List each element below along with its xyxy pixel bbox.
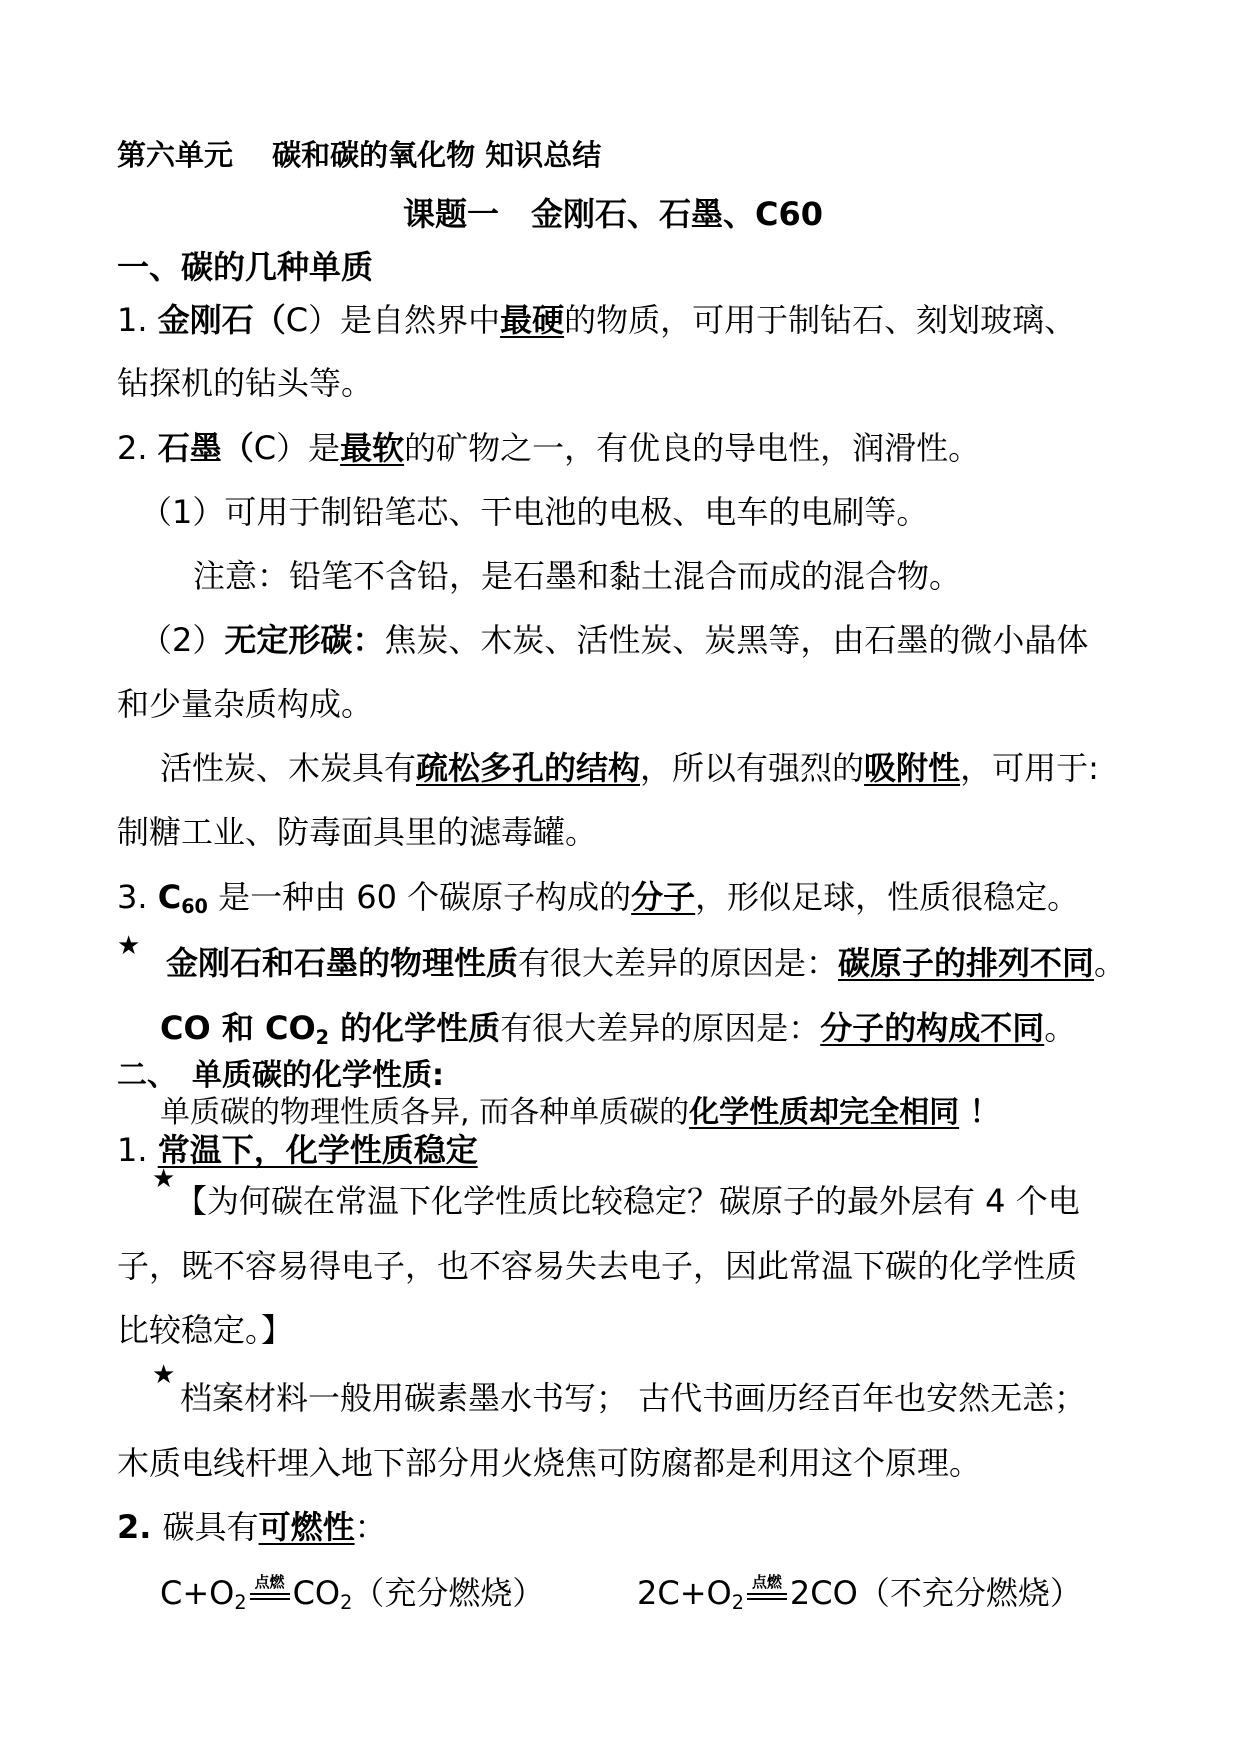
formula-c: C xyxy=(285,301,309,339)
keyword-hardest: 最硬 xyxy=(500,301,565,339)
keyword-adsorption: 吸附性 xyxy=(864,749,961,787)
star-note-chemical xyxy=(160,1008,1076,1048)
section-2-intro xyxy=(160,1093,1000,1133)
paragraph-diamond xyxy=(117,300,1076,340)
text: 。 xyxy=(1094,944,1127,982)
text: 焦炭、木炭、活性炭、炭黑等，由石墨的微小晶体 xyxy=(384,621,1089,659)
term-graphite: 石墨（ xyxy=(157,429,254,467)
item-number: 1. xyxy=(117,301,158,339)
keyword-atom-arrangement: 碳原子的排列不同 xyxy=(838,944,1095,982)
text: 的矿物之一，有优良的导电性，润滑性。 xyxy=(404,429,981,467)
subitem-amorphous-cont: 和少量杂质构成。 xyxy=(117,685,374,723)
reaction-condition: 点燃 xyxy=(744,1573,790,1613)
star-icon: ★ xyxy=(117,931,141,961)
product: $CO_2$ xyxy=(292,1574,353,1614)
product: 2CO xyxy=(789,1574,858,1612)
text: 是一种由 60 个碳原子构成的 xyxy=(207,878,632,916)
text: 有很大差异的原因是： xyxy=(500,1009,821,1047)
term-diamond: 金刚石（ xyxy=(157,301,286,339)
text: ）是 xyxy=(276,429,341,467)
text: 碳具有 xyxy=(162,1508,259,1546)
keyword-combustibility: 可燃性 xyxy=(258,1508,355,1546)
star-icon: ★ xyxy=(152,1360,176,1390)
keyword-porous-structure: 疏松多孔的结构 xyxy=(416,749,641,787)
text: ： xyxy=(354,1508,387,1546)
text: ，形似足球，性质很稳定。 xyxy=(695,878,1080,916)
text: 单质碳的物理性质各异, 而各种单质碳的 xyxy=(160,1095,690,1130)
paragraph-graphite xyxy=(117,428,980,468)
item-combustibility xyxy=(117,1507,387,1547)
star-icon: ★ xyxy=(152,1164,176,1194)
note-pencil: 注意：铅笔不含铅，是石墨和黏土混合而成的混合物。 xyxy=(193,557,962,595)
star-note-physical xyxy=(166,943,1126,983)
star-note-archive-l2: 木质电线杆埋入地下部分用火烧焦可防腐都是利用这个原理。 xyxy=(117,1444,982,1482)
equation-incomplete-combustion xyxy=(637,1573,1082,1613)
subitem-amorphous-carbon xyxy=(140,620,1088,660)
text: 的物质，可用于制钻石、刻划玻璃、 xyxy=(564,301,1077,339)
keyword-molecular-composition: 分子的构成不同 xyxy=(820,1009,1045,1047)
star-note-stability-l1: 【为何碳在常温下化学性质比较稳定？碳原子的最外层有 4 个电 xyxy=(175,1182,1080,1220)
text: ！ xyxy=(959,1095,1000,1130)
item-number: 2. xyxy=(117,1508,163,1546)
keyword-molecule: 分子 xyxy=(631,878,696,916)
item-number: （2） xyxy=(140,621,225,659)
reactants: $2C+O_2$ xyxy=(637,1574,744,1614)
term-amorphous-carbon: 无定形碳： xyxy=(224,621,385,659)
equation-complete-combustion xyxy=(160,1573,544,1613)
formula-c60: $C_{60}$ xyxy=(157,878,208,918)
text-bold: 金刚石和石墨的物理性质 xyxy=(166,944,519,982)
paragraph-c60 xyxy=(117,877,1079,917)
subitem-graphite-uses: （1）可用于制铅笔芯、干电池的电极、电车的电刷等。 xyxy=(140,493,929,531)
formula-c: C xyxy=(253,429,277,467)
reactants: $C+O_2$ xyxy=(160,1574,247,1614)
document-header: 第六单元 碳和碳的氧化物 知识总结 xyxy=(117,138,602,172)
paragraph-diamond-cont: 钻探机的钻头等。 xyxy=(117,364,374,402)
reaction-condition: 点燃 xyxy=(247,1573,293,1613)
text: 活性炭、木炭具有 xyxy=(160,749,417,787)
text: 。 xyxy=(1044,1009,1077,1047)
text: ，所以有强烈的 xyxy=(640,749,865,787)
equation-note: （充分燃烧） xyxy=(352,1574,545,1612)
item-number: 2. xyxy=(117,429,158,467)
text: ，可用于: xyxy=(960,749,1099,787)
text: ）是自然界中 xyxy=(308,301,501,339)
section-heading-1: 一、碳的几种单质 xyxy=(117,248,374,286)
lesson-title: 课题一 金刚石、石墨、C60 xyxy=(403,195,824,233)
star-note-stability-l3: 比较稳定。】 xyxy=(117,1311,294,1349)
formula-co-co2: CO 和 $CO_2$ 的化学性质 xyxy=(160,1009,501,1049)
star-note-stability-l2: 子，既不容易得电子，也不容易失去电子，因此常温下碳的化学性质 xyxy=(117,1247,1078,1285)
keyword-softest: 最软 xyxy=(340,429,405,467)
paragraph-adsorption-cont: 制糖工业、防毒面具里的滤毒罐。 xyxy=(117,813,598,851)
star-note-archive-l1: 档案材料一般用碳素墨水书写； 古代书画历经百年也安然无恙； xyxy=(180,1379,1087,1417)
section-heading-2: 二、 单质碳的化学性质: xyxy=(117,1058,444,1093)
text: 有很大差异的原因是： xyxy=(518,944,839,982)
item-number: 3. xyxy=(117,878,158,916)
keyword-same-chemical-properties: 化学性质却完全相同 xyxy=(689,1095,960,1130)
paragraph-adsorption xyxy=(160,748,1099,788)
item-number: 1. xyxy=(117,1131,158,1169)
equation-note: （不充分燃烧） xyxy=(857,1574,1082,1612)
keyword-stable-at-room-temp: 常温下，化学性质稳定 xyxy=(157,1131,478,1169)
